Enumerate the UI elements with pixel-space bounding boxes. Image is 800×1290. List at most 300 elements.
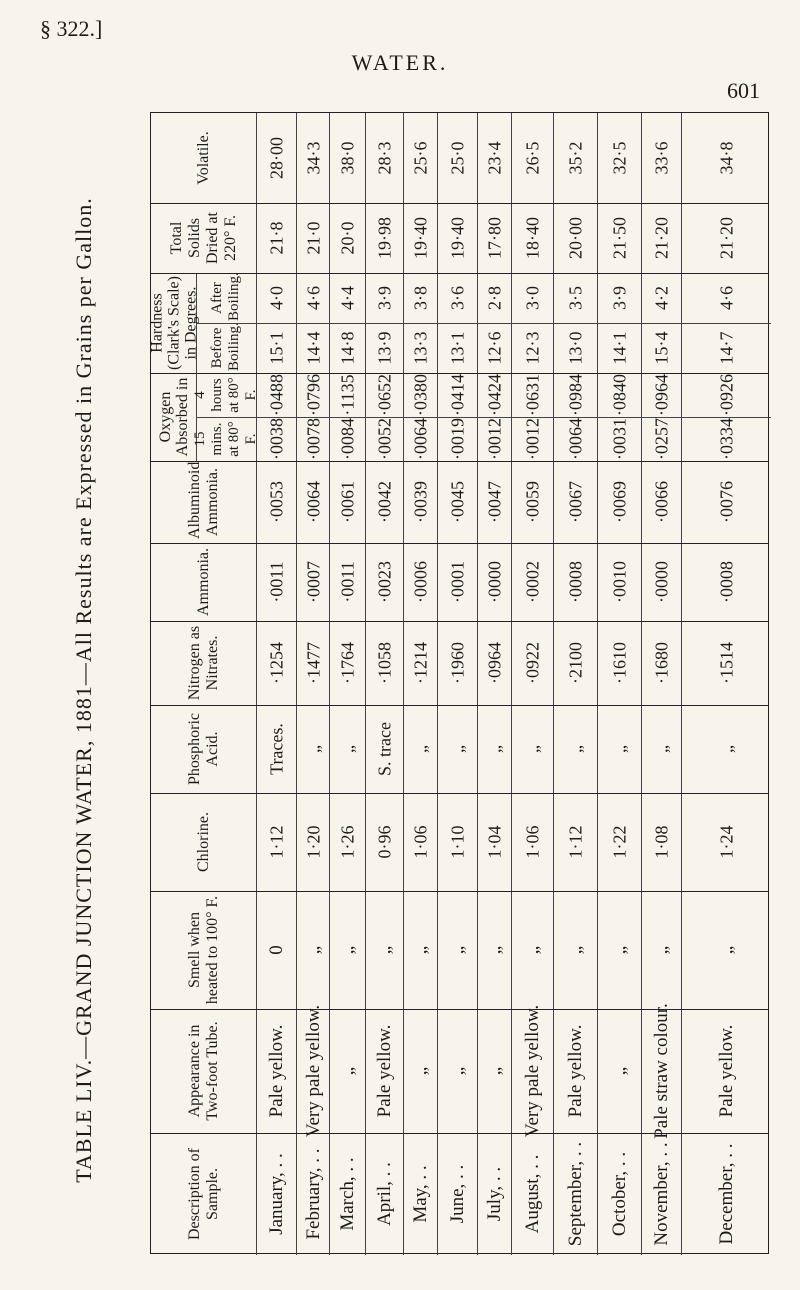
- table-cell-smell: [641, 891, 682, 1009]
- cell-value: „: [651, 945, 672, 955]
- table-cell-appearance: [256, 1009, 297, 1133]
- column-subheader-label: 15 mins. at 80° F.: [192, 421, 259, 457]
- table-subcell-oxygen_15m: [438, 417, 478, 461]
- column-subheader-label: 4 hours at 80° F.: [192, 377, 259, 413]
- column-subheader: [192, 373, 259, 418]
- table-cell-smell: [477, 891, 512, 1009]
- table-cell-oxygen: [641, 373, 682, 461]
- table-cell-albuminoid: [511, 461, 554, 543]
- cell-value: ·0414: [447, 374, 468, 416]
- table-cell-phosphoric: [681, 705, 771, 793]
- table-subcell-oxygen_15m: [598, 417, 642, 461]
- table-subcell-hardness_after: [404, 273, 438, 324]
- column-subheader: [196, 273, 256, 324]
- table-cell-oxygen: [365, 373, 404, 461]
- table-cell-volatile: [511, 113, 554, 203]
- table-subcell-hardness_before: [297, 323, 330, 373]
- table-subcell-hardness_after: [297, 273, 330, 324]
- cell-value: „: [410, 945, 431, 955]
- table-subcell-oxygen_4h: [330, 373, 366, 418]
- cell-value: „: [609, 1066, 630, 1076]
- cell-value: October, . .: [609, 1151, 630, 1237]
- cell-value: „: [522, 945, 543, 955]
- table-cell-chlorine: [329, 793, 366, 891]
- cell-value: 25·6: [410, 141, 431, 175]
- cell-value: ·1764: [337, 642, 358, 684]
- table-cell-appearance: [553, 1009, 598, 1133]
- table-cell-solids: [403, 203, 438, 273]
- column-subheader-label: After Boiling.: [209, 272, 242, 321]
- cell-value: 1·10: [447, 825, 468, 859]
- table-cell-hardness: [477, 273, 512, 373]
- table-cell-nitrogen: [365, 621, 404, 705]
- table-cell-description: [296, 1133, 330, 1255]
- table-cell-hardness: [681, 273, 771, 373]
- cell-value: 3·8: [410, 286, 431, 310]
- cell-value: January, . .: [266, 1153, 287, 1235]
- table-cell-description: [365, 1133, 404, 1255]
- cell-value: 13·9: [374, 331, 395, 365]
- table-cell-description: [403, 1133, 438, 1255]
- table-cell-oxygen: [256, 373, 297, 461]
- table-cell-albuminoid: [681, 461, 771, 543]
- cell-value: „: [303, 745, 323, 753]
- table-cell-solids: [681, 203, 771, 273]
- table-subcell-hardness_after: [598, 273, 642, 324]
- cell-value: ·1058: [374, 642, 395, 684]
- table-cell-description: [477, 1133, 512, 1255]
- table-cell-volatile: [296, 113, 330, 203]
- table-cell-smell: [681, 891, 771, 1009]
- column-header-label: Phosphoric Acid.: [185, 713, 221, 785]
- cell-value: ·1610: [609, 642, 630, 684]
- cell-value: 19·98: [374, 217, 395, 259]
- table-cell-chlorine: [437, 793, 478, 891]
- column-header-solids: [151, 203, 256, 273]
- table-cell-hardness: [511, 273, 554, 373]
- table-cell-description: [256, 1133, 297, 1255]
- cell-value: 3·6: [447, 286, 468, 310]
- table-cell-ammonia: [597, 543, 642, 621]
- table-subcell-oxygen_15m: [642, 417, 682, 461]
- cell-value: 14·7: [716, 331, 736, 365]
- table-cell-description: [329, 1133, 366, 1255]
- cell-value: September, . .: [565, 1141, 586, 1247]
- table-cell-solids: [641, 203, 682, 273]
- table-subcell-oxygen_4h: [438, 373, 478, 418]
- column-header-label: Smell when heated to 100° F.: [185, 895, 221, 1005]
- cell-value: ·0042: [374, 481, 395, 523]
- table-cell-solids: [437, 203, 478, 273]
- cell-value: 3·9: [609, 286, 630, 310]
- table-cell-hardness: [553, 273, 598, 373]
- table-cell-oxygen: [553, 373, 598, 461]
- table-cell-chlorine: [365, 793, 404, 891]
- table-cell-nitrogen: [681, 621, 771, 705]
- table-cell-oxygen: [477, 373, 512, 461]
- table-cell-phosphoric: [329, 705, 366, 793]
- cell-value: ·0067: [565, 481, 586, 523]
- column-header-label: Nitrogen as Nitrates.: [185, 625, 221, 701]
- table-cell-phosphoric: [365, 705, 404, 793]
- cell-value: ·0052: [374, 418, 395, 460]
- table-cell-solids: [511, 203, 554, 273]
- table-cell-albuminoid: [641, 461, 682, 543]
- column-band-hardness: [148, 272, 768, 374]
- column-band-oxygen: [151, 373, 768, 462]
- table-cell-ammonia: [403, 543, 438, 621]
- table-cell-appearance: [365, 1009, 404, 1133]
- table-subcell-oxygen_4h: [598, 373, 642, 418]
- cell-value: Pale yellow.: [266, 1024, 287, 1118]
- cell-value: „: [447, 745, 468, 753]
- cell-value: ·0000: [484, 561, 505, 603]
- cell-value: ·0964: [651, 374, 672, 416]
- cell-value: 19·40: [410, 217, 431, 259]
- table-cell-smell: [256, 891, 297, 1009]
- table-cell-chlorine: [681, 793, 771, 891]
- cell-value: 12·3: [522, 331, 543, 365]
- cell-value: ·0019: [447, 418, 468, 460]
- cell-value: ·0424: [484, 374, 505, 416]
- section-reference: § 322.]: [40, 16, 103, 41]
- table-cell-oxygen: [296, 373, 330, 461]
- cell-value: ·0007: [303, 561, 323, 603]
- column-header-volatile: [151, 113, 256, 203]
- table-cell-ammonia: [641, 543, 682, 621]
- table-subcell-hardness_before: [554, 323, 598, 373]
- table-cell-nitrogen: [256, 621, 297, 705]
- cell-value: „: [716, 745, 736, 753]
- cell-value: „: [609, 945, 630, 955]
- table-cell-volatile: [641, 113, 682, 203]
- table-title: TABLE LIV.—GRAND JUNCTION WATER, 1881—All Results are Expressed in Grains per Gallon.: [71, 197, 96, 1183]
- cell-value: ·0064: [410, 418, 431, 460]
- cell-value: 1·06: [410, 825, 431, 859]
- cell-value: 15·1: [266, 331, 287, 365]
- table-subcell-hardness_after: [682, 273, 771, 324]
- table-cell-chlorine: [511, 793, 554, 891]
- cell-value: ·0059: [522, 481, 543, 523]
- cell-value: ·0047: [484, 481, 505, 523]
- column-group-label: Hardness (Clark's Scale) in Degrees.: [148, 276, 199, 370]
- column-band-albuminoid: [151, 461, 768, 544]
- cell-value: ·0012: [522, 418, 543, 460]
- cell-value: „: [484, 745, 505, 753]
- cell-value: ·0045: [447, 481, 468, 523]
- table-subcell-hardness_before: [438, 323, 478, 373]
- table-subcell-oxygen_4h: [297, 373, 330, 418]
- cell-value: ·0039: [410, 481, 431, 523]
- cell-value: ·1960: [447, 642, 468, 684]
- table-cell-albuminoid: [553, 461, 598, 543]
- cell-value: „: [447, 1066, 468, 1076]
- cell-value: ·0010: [609, 561, 630, 603]
- cell-value: 21·20: [651, 217, 672, 259]
- cell-value: 13·1: [447, 331, 468, 365]
- cell-value: ·0008: [565, 561, 586, 603]
- table-cell-description: [553, 1133, 598, 1255]
- cell-value: ·0006: [410, 561, 431, 603]
- cell-value: ·0002: [522, 561, 543, 603]
- cell-value: ·0038: [266, 418, 287, 460]
- cell-value: ·0012: [484, 418, 505, 460]
- cell-value: „: [522, 745, 543, 753]
- cell-value: ·2100: [565, 642, 586, 684]
- cell-value: April, . .: [374, 1162, 395, 1226]
- cell-value: „: [410, 745, 431, 753]
- table-cell-appearance: [681, 1009, 771, 1133]
- column-band-smell: [151, 891, 768, 1010]
- table-cell-volatile: [256, 113, 297, 203]
- table-cell-albuminoid: [329, 461, 366, 543]
- cell-value: ·0000: [651, 561, 672, 603]
- table-cell-appearance: [477, 1009, 512, 1133]
- cell-value: Very pale yellow.: [522, 1004, 543, 1138]
- table-subcell-hardness_before: [330, 323, 366, 373]
- table-cell-oxygen: [403, 373, 438, 461]
- column-band-nitrogen: [151, 621, 768, 706]
- cell-value: ·0334: [716, 418, 736, 460]
- table-cell-hardness: [641, 273, 682, 373]
- table-cell-volatile: [681, 113, 771, 203]
- table-cell-volatile: [365, 113, 404, 203]
- column-header-label: Chlorine.: [194, 812, 212, 872]
- table-subcell-hardness_after: [438, 273, 478, 324]
- column-header-label: Description of Sample.: [185, 1148, 221, 1240]
- table-cell-solids: [256, 203, 297, 273]
- cell-value: „: [651, 745, 672, 753]
- table-cell-chlorine: [597, 793, 642, 891]
- cell-value: Pale straw colour.: [651, 1003, 672, 1139]
- cell-value: 0: [266, 945, 287, 955]
- cell-value: 14·8: [337, 331, 358, 365]
- cell-value: 1·26: [337, 825, 358, 859]
- cell-value: 35·2: [565, 141, 586, 175]
- table-subcell-hardness_after: [330, 273, 366, 324]
- table-cell-solids: [597, 203, 642, 273]
- table-subcell-oxygen_15m: [366, 417, 404, 461]
- cell-value: 26·5: [522, 141, 543, 175]
- column-band-ammonia: [151, 543, 768, 622]
- cell-value: ·1680: [651, 642, 672, 684]
- column-subheader: [192, 417, 259, 461]
- cell-value: August, . .: [522, 1154, 543, 1234]
- column-band-phosphoric: [151, 705, 768, 794]
- table-cell-nitrogen: [511, 621, 554, 705]
- column-header-chlorine: [151, 793, 256, 891]
- cell-value: ·1477: [303, 642, 323, 684]
- table-cell-volatile: [329, 113, 366, 203]
- column-group-header: [151, 373, 197, 461]
- cell-value: 1·22: [609, 825, 630, 859]
- table-subcell-hardness_after: [366, 273, 404, 324]
- table-cell-hardness: [597, 273, 642, 373]
- table-cell-nitrogen: [553, 621, 598, 705]
- cell-value: December, . .: [715, 1143, 737, 1245]
- table-subcell-hardness_before: [512, 323, 554, 373]
- cell-value: „: [609, 745, 630, 753]
- table-subcell-hardness_after: [257, 273, 297, 324]
- cell-value: ·0064: [565, 418, 586, 460]
- table-cell-nitrogen: [296, 621, 330, 705]
- column-header-label: Albuminoid Ammonia.: [185, 461, 221, 539]
- cell-value: ·0257: [651, 418, 672, 460]
- cell-value: 1·08: [651, 825, 672, 859]
- column-subheader: [196, 323, 256, 373]
- column-band-description: [151, 1133, 768, 1255]
- table-cell-ammonia: [256, 543, 297, 621]
- cell-value: 21·8: [266, 221, 287, 255]
- cell-value: „: [410, 1066, 431, 1076]
- column-band-volatile: [151, 113, 768, 204]
- table-cell-chlorine: [296, 793, 330, 891]
- column-group-label: Oxygen Absorbed in: [156, 377, 191, 457]
- table-cell-volatile: [597, 113, 642, 203]
- table-cell-ammonia: [511, 543, 554, 621]
- cell-value: ·0011: [266, 561, 287, 603]
- column-header-label: Volatile.: [194, 131, 212, 185]
- table-cell-chlorine: [403, 793, 438, 891]
- table-cell-nitrogen: [477, 621, 512, 705]
- table-cell-hardness: [403, 273, 438, 373]
- column-header-description: [151, 1133, 256, 1255]
- table-cell-description: [437, 1133, 478, 1255]
- cell-value: „: [447, 945, 468, 955]
- table-cell-solids: [477, 203, 512, 273]
- table-cell-volatile: [403, 113, 438, 203]
- cell-value: ·0796: [303, 374, 323, 416]
- cell-value: ·0076: [716, 481, 736, 523]
- cell-value: ·1214: [410, 642, 431, 684]
- cell-value: 14·4: [303, 331, 323, 365]
- table-cell-volatile: [553, 113, 598, 203]
- table-subcell-oxygen_4h: [642, 373, 682, 418]
- cell-value: ·1135: [337, 374, 358, 416]
- table-cell-phosphoric: [641, 705, 682, 793]
- column-header-label: Ammonia.: [194, 548, 212, 616]
- column-group-header: [148, 273, 199, 373]
- cell-value: March, . .: [337, 1157, 358, 1231]
- cell-value: 1·20: [303, 825, 323, 859]
- table-subcell-hardness_before: [404, 323, 438, 373]
- table-cell-solids: [296, 203, 330, 273]
- table-cell-albuminoid: [296, 461, 330, 543]
- cell-value: 1·12: [565, 825, 586, 859]
- cell-value: November, . .: [651, 1142, 672, 1246]
- table-cell-chlorine: [553, 793, 598, 891]
- table-cell-appearance: [329, 1009, 366, 1133]
- cell-value: ·1514: [716, 642, 736, 684]
- table-cell-appearance: [597, 1009, 642, 1133]
- column-header-albuminoid: [151, 461, 256, 543]
- table-subcell-hardness_before: [598, 323, 642, 373]
- table-cell-description: [641, 1133, 682, 1255]
- cell-value: „: [374, 945, 395, 955]
- page-number: 601: [727, 78, 760, 103]
- table-cell-solids: [553, 203, 598, 273]
- table-cell-ammonia: [329, 543, 366, 621]
- table-cell-nitrogen: [597, 621, 642, 705]
- column-header-label: Total Solids Dried at 220° F.: [167, 212, 239, 264]
- table-subcell-oxygen_15m: [330, 417, 366, 461]
- cell-value: ·0061: [337, 481, 358, 523]
- table-subcell-hardness_before: [366, 323, 404, 373]
- cell-value: „: [337, 945, 358, 955]
- table-cell-phosphoric: [477, 705, 512, 793]
- table-cell-appearance: [403, 1009, 438, 1133]
- table-cell-ammonia: [437, 543, 478, 621]
- column-header-label: Appearance in Two-foot Tube.: [185, 1021, 221, 1121]
- cell-value: 19·40: [447, 217, 468, 259]
- cell-value: 4·4: [337, 286, 358, 310]
- cell-value: 1·12: [266, 825, 287, 859]
- table-cell-solids: [329, 203, 366, 273]
- table-cell-ammonia: [681, 543, 771, 621]
- cell-value: 4·2: [651, 286, 672, 310]
- table-cell-appearance: [511, 1004, 554, 1138]
- table-cell-description: [681, 1133, 771, 1255]
- cell-value: ·0084: [337, 418, 358, 460]
- table-cell-appearance: [641, 1003, 682, 1139]
- table-cell-smell: [296, 891, 330, 1009]
- cell-value: ·1254: [266, 642, 287, 684]
- cell-value: 1·24: [716, 825, 736, 859]
- cell-value: 2·8: [484, 286, 505, 310]
- table-cell-ammonia: [365, 543, 404, 621]
- cell-value: 13·3: [410, 331, 431, 365]
- cell-value: ·0023: [374, 561, 395, 603]
- cell-value: 23·4: [484, 141, 505, 175]
- table-subcell-oxygen_15m: [297, 417, 330, 461]
- water-analysis-table: [150, 112, 769, 1254]
- cell-value: 13·0: [565, 331, 586, 365]
- table-subcell-oxygen_4h: [512, 373, 554, 418]
- cell-value: 21·0: [303, 221, 323, 255]
- cell-value: „: [302, 945, 324, 955]
- table-subcell-hardness_before: [642, 323, 682, 373]
- cell-value: ·0922: [522, 642, 543, 684]
- table-cell-nitrogen: [329, 621, 366, 705]
- table-cell-smell: [597, 891, 642, 1009]
- cell-value: 1·06: [522, 825, 543, 859]
- cell-value: February, . .: [302, 1148, 324, 1240]
- cell-value: 3·0: [522, 286, 543, 310]
- table-cell-smell: [329, 891, 366, 1009]
- table-cell-hardness: [437, 273, 478, 373]
- column-header-phosphoric: [151, 705, 256, 793]
- table-subcell-oxygen_15m: [404, 417, 438, 461]
- table-cell-volatile: [437, 113, 478, 203]
- cell-value: June, . .: [447, 1164, 468, 1224]
- cell-value: May, . .: [410, 1165, 431, 1223]
- cell-value: ·0066: [651, 481, 672, 523]
- cell-value: „: [565, 945, 586, 955]
- table-cell-albuminoid: [256, 461, 297, 543]
- table-cell-albuminoid: [477, 461, 512, 543]
- cell-value: ·0001: [447, 561, 468, 603]
- table-cell-hardness: [256, 273, 297, 373]
- cell-value: ·0008: [716, 561, 736, 603]
- table-subcell-oxygen_4h: [682, 373, 771, 418]
- cell-value: 38·0: [337, 141, 358, 175]
- table-cell-hardness: [296, 273, 330, 373]
- column-band-appearance: [151, 1003, 768, 1139]
- table-cell-phosphoric: [553, 705, 598, 793]
- table-cell-albuminoid: [365, 461, 404, 543]
- table-cell-oxygen: [437, 373, 478, 461]
- cell-value: ·0380: [410, 374, 431, 416]
